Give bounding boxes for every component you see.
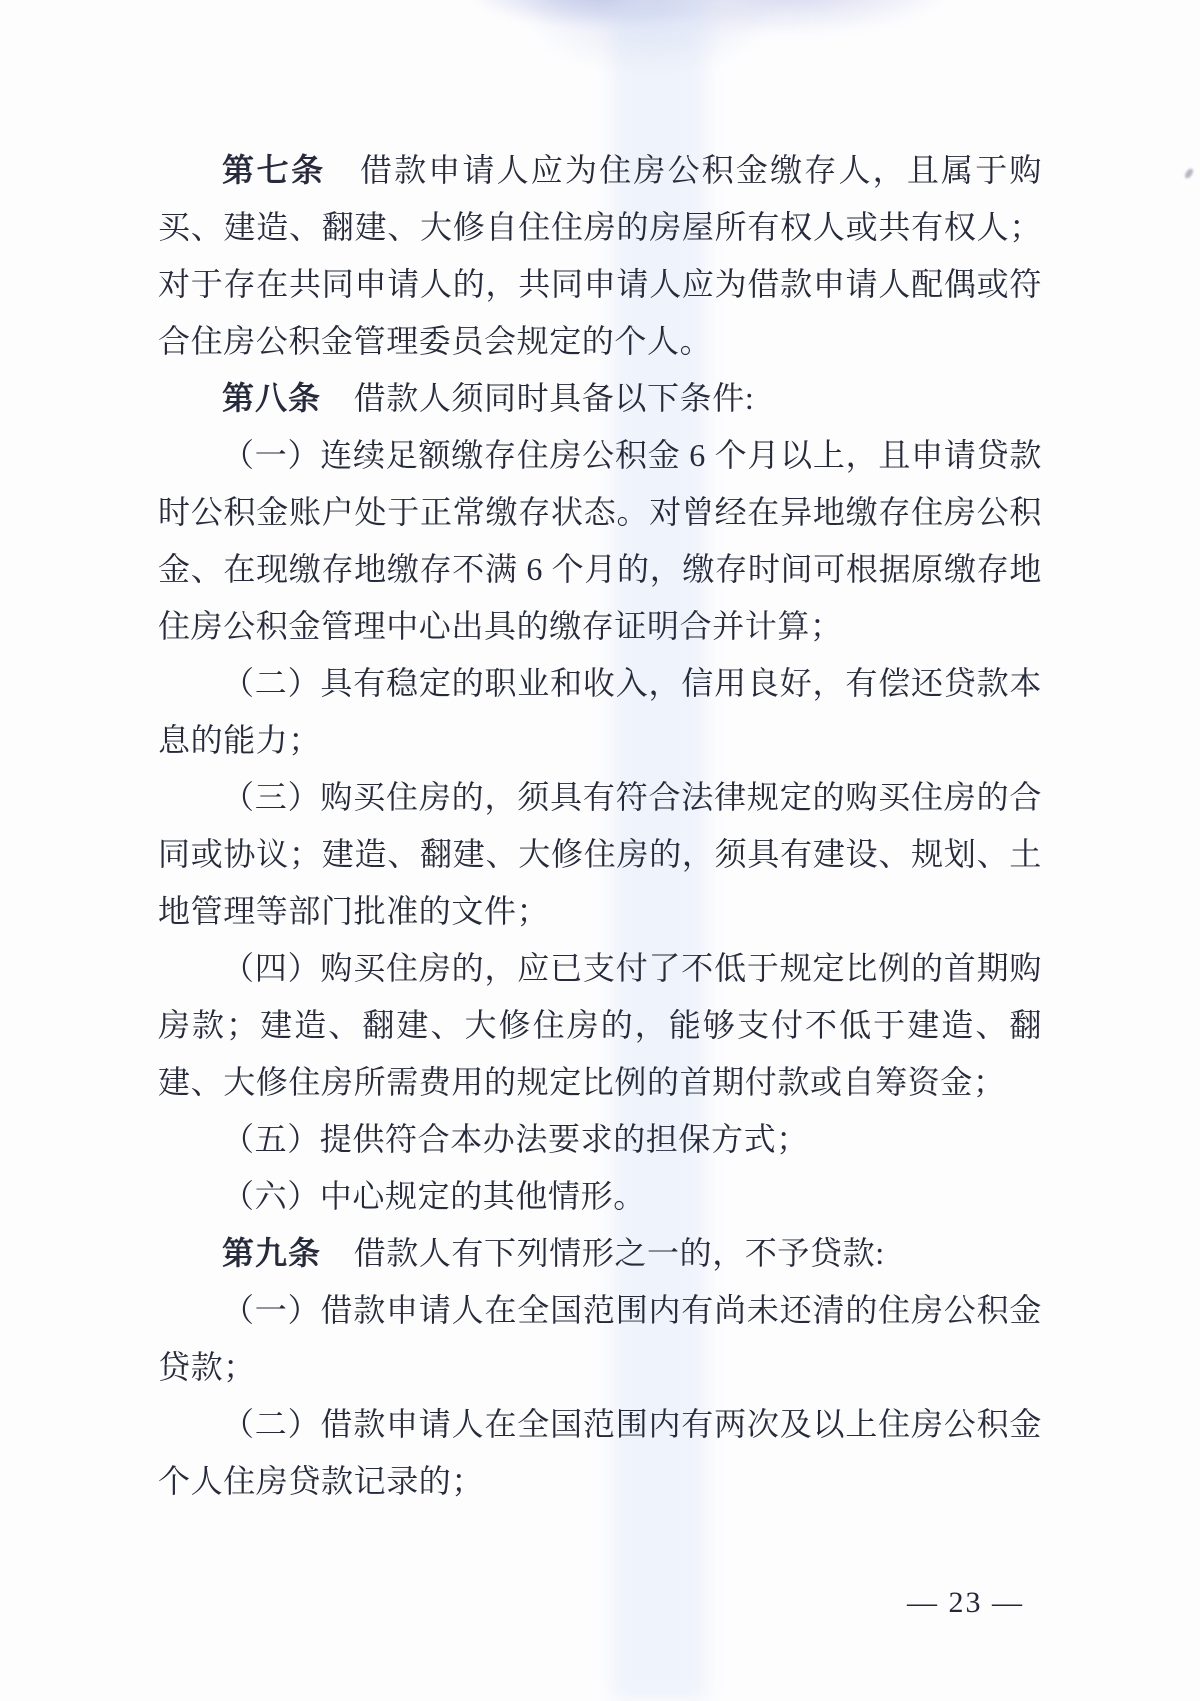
clause-paragraph: （六）中心规定的其他情形。: [222, 1178, 646, 1214]
article-number: 第九条: [222, 1235, 322, 1271]
article-paragraph: 第八条 借款人须同时具备以下条件:: [222, 380, 755, 416]
article-paragraph: 第七条 借款申请人应为住房公积金缴存人，且属于购买、建造、翻建、大修自住住房的房屋所有权人或共有权人；对于存在共同申请人的，共同申请人应为借款申请人配偶或符合住房公积金管理委员会规定的个人。: [158, 152, 1042, 359]
clause-paragraph: （一）借款申请人在全国范围内有尚未还清的住房公积金贷款；: [158, 1292, 1042, 1385]
article-number: 第八条: [222, 380, 322, 416]
clause-paragraph: （一）连续足额缴存住房公积金 6 个月以上，且申请贷款时公积金账户处于正常缴存状态。对曾经在异地缴存住房公积金、在现缴存地缴存不满 6 个月的，缴存时间可根据原缴存地住房公积金管理中心出具的缴存证明合并计算；: [158, 437, 1042, 644]
article-number: 第七条: [222, 152, 326, 188]
clause-paragraph: （二）具有稳定的职业和收入，信用良好，有偿还贷款本息的能力；: [158, 665, 1042, 758]
page-number: — 23 —: [907, 1586, 1024, 1619]
clause-paragraph: （三）购买住房的，须具有符合法律规定的购买住房的合同或协议；建造、翻建、大修住房的，须具有建设、规划、土地管理等部门批准的文件；: [158, 779, 1042, 929]
clause-paragraph: （四）购买住房的，应已支付了不低于规定比例的首期购房款；建造、翻建、大修住房的，能够支付不低于建造、翻建、大修住房所需费用的规定比例的首期付款或自筹资金；: [158, 950, 1042, 1100]
clause-paragraph: （五）提供符合本办法要求的担保方式；: [222, 1121, 809, 1157]
scan-speck: [1183, 167, 1194, 179]
document-body: [158, 142, 1042, 1510]
article-paragraph: 第九条 借款人有下列情形之一的，不予贷款:: [222, 1235, 885, 1271]
clause-paragraph: （二）借款申请人在全国范围内有两次及以上住房公积金个人住房贷款记录的；: [158, 1406, 1042, 1499]
